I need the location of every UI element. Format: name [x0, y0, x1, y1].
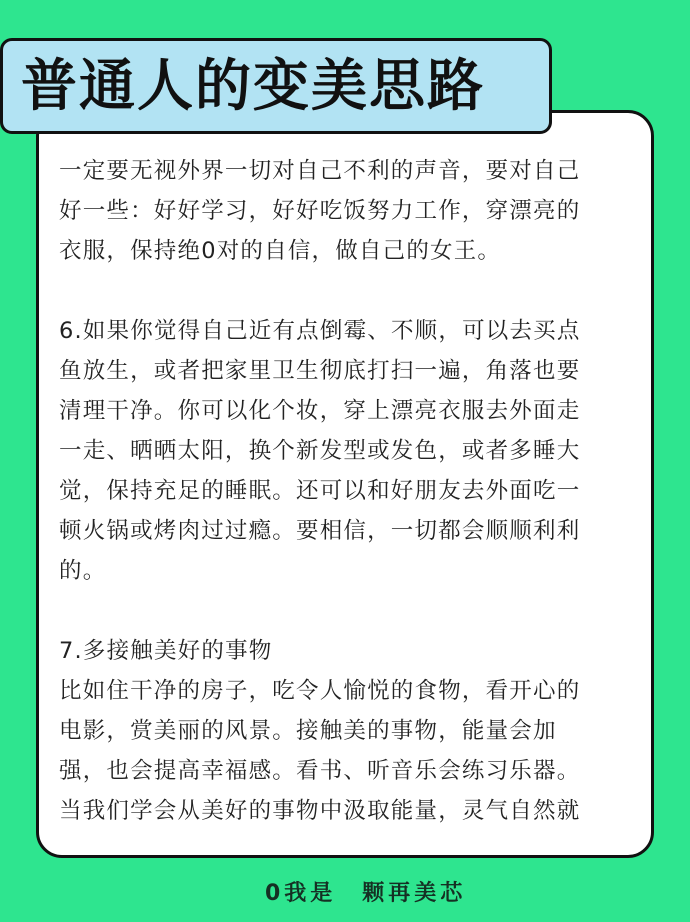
text-line: 比如住干净的房子，吃令人愉悦的食物，看开心的: [59, 678, 581, 704]
section-heading: 7.多接触美好的事物: [59, 638, 273, 664]
author-watermark: 0我是 颗再美芯: [265, 881, 467, 906]
text-line: 当我们学会从美好的事物中汲取能量，灵气自然就: [59, 798, 581, 824]
text-line: 衣服，保持绝0对的自信，做自己的女王。: [59, 238, 502, 264]
article-body: [59, 151, 639, 846]
text-line: 强，也会提高幸福感。看书、听音乐会练习乐器。: [59, 758, 581, 784]
text-line: 觉，保持充足的睡眠。还可以和好朋友去外面吃一: [59, 478, 581, 504]
paragraph-spacer: [59, 271, 639, 311]
text-line: 6.如果你觉得自己近有点倒霉、不顺，可以去买点: [59, 318, 581, 344]
content-card: [36, 110, 654, 858]
text-line: 鱼放生，或者把家里卫生彻底打扫一遍，角落也要: [59, 358, 581, 384]
page-title: 普通人的变美思路: [21, 54, 485, 119]
text-line: 电影，赏美丽的风景。接触美的事物，能量会加: [59, 718, 557, 744]
text-line: 的。: [59, 558, 107, 584]
text-line: 好一些：好好学习，好好吃饭努力工作，穿漂亮的: [59, 198, 581, 224]
text-line: 一走、晒晒太阳，换个新发型或发色，或者多睡大: [59, 438, 581, 464]
paragraph-spacer: [59, 591, 639, 631]
text-line: 一定要无视外界一切对自己不利的声音，要对自己: [59, 158, 581, 184]
title-banner: [0, 38, 552, 134]
text-line: 顿火锅或烤肉过过瘾。要相信，一切都会顺顺利利: [59, 518, 581, 544]
text-line: 清理干净。你可以化个妆，穿上漂亮衣服去外面走: [59, 398, 581, 424]
